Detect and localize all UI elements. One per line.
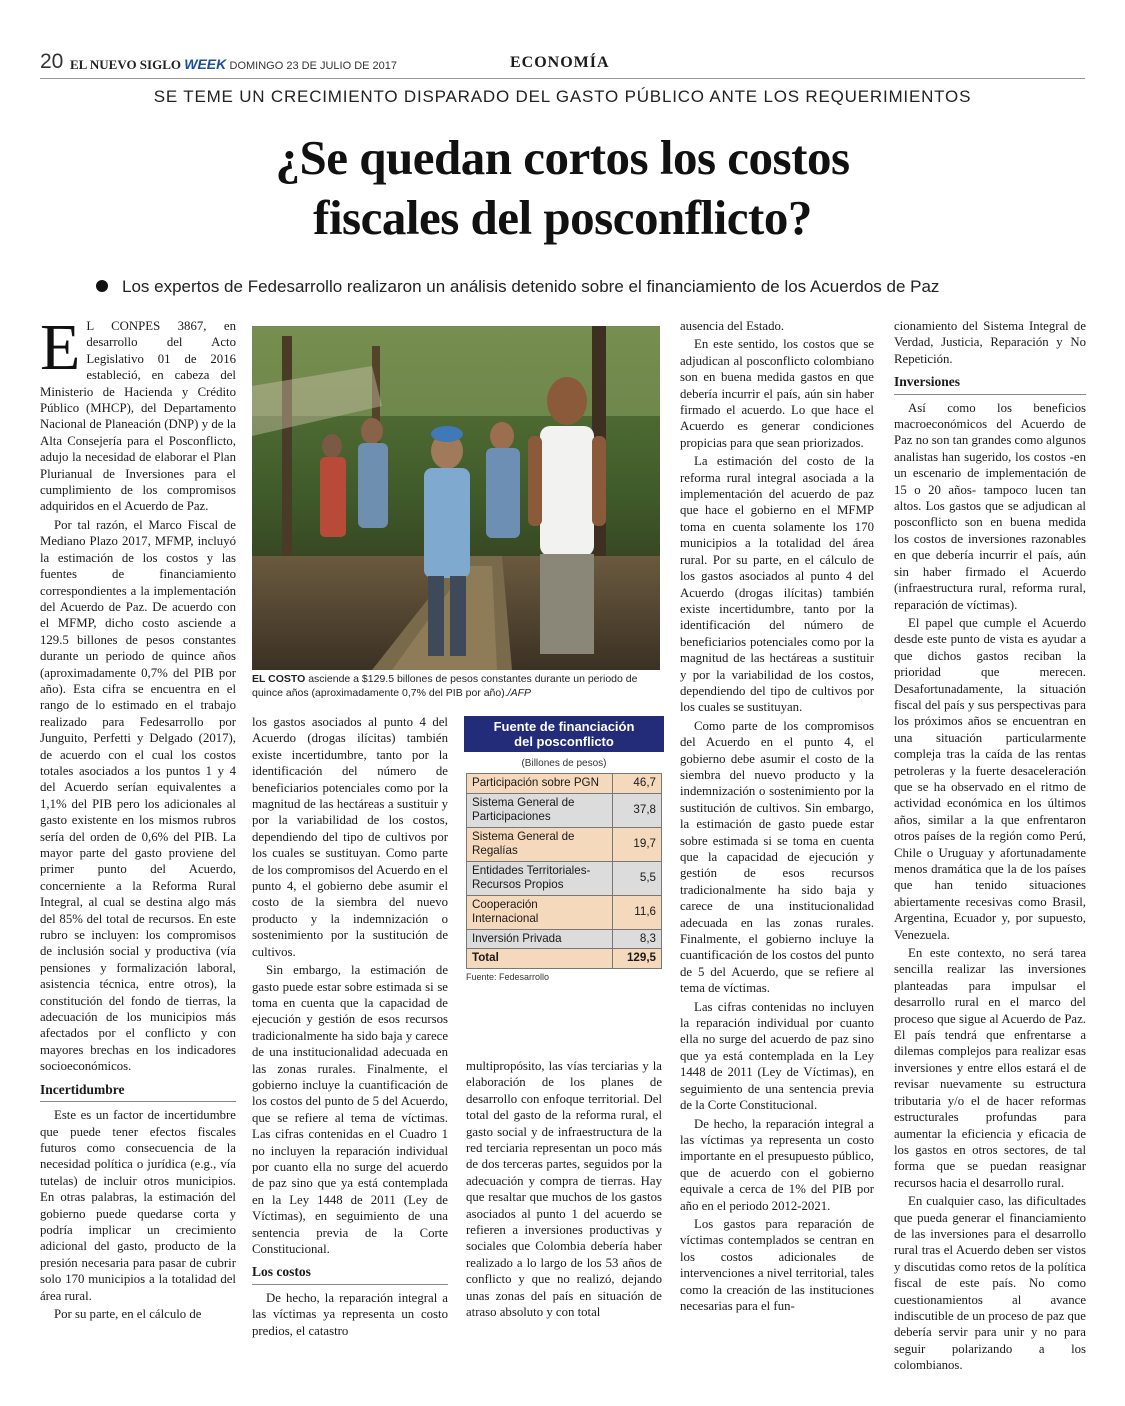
column-1 [40,311,236,1378]
column-3 [466,1058,662,1383]
paragraph: ausencia del Estado. [680,319,785,333]
paragraph [40,311,236,515]
kicker: SE TEME UN CRECIMIENTO DISPARADO DEL GASTO PÚBLICO ANTE LOS REQUERIMIENTOS [153,87,972,106]
table-row [467,895,662,929]
article-photo [252,326,660,670]
column-4 [680,318,874,1383]
headline-line-1: ¿Se quedan cortos los costos [275,130,850,185]
issue-date: DOMINGO 23 DE JULIO DE 2017 [229,60,397,72]
photo-caption [252,673,664,700]
deck [96,277,939,297]
row-label: Participación sobre PGN [467,774,613,794]
paragraph: Sin embargo, la estimación de gasto puede estar sobre estimada si se toma en cuenta que la capacidad de ejecución y gestión de esos recursos tradicionalmente ha sido baja y carece de una institucionalidad adecuada en las zonas rurales. Finalmente, el gobierno incluye la cuantificación de los costos del punto de 5 del Acuerdo, que se refiere al tema de víctimas. Las cifras contenidas en el Cuadro 1 no incluyen la reparación individual por cuanto ella no surge del acuerdo de paz sino que ya está contemplada en la Ley 1448 de 2011 (Ley de Víctimas), en seguimiento de una sentencia previa de la Corte Constitucional. [252,963,448,1256]
caption-lead: EL COSTO [252,673,306,685]
paragraph: cionamiento del Sistema Integral de Verdad, Justicia, Reparación y No Repetición. [894,319,1086,366]
paragraph: Por tal razón, el Marco Fiscal de Mediano Plazo 2017, MFMP, incluyó la estimación de los costos y las fuentes de financiamiento correspondientes a la implementación del Acuerdo de Paz. De acuerdo con el MFMP, dicho costo asciende a 129.5 billones de pesos constantes durante un periodo de quince años (aproximadamente 0,7% del PIB por año). Esta cifra se encuentra en el rango de lo estimado en el trabajo realizado para Fedesarrollo por Junguito, Perfetti y Delgado (2017), de acuerdo con el cual los costos totales asociados a los puntos 1 y 4 del Acuerdo serían equivalentes a 1,1% del PIB pero los adicionales al gasto existente en los mismos rubros sería del orden de 0,6% del PIB. La mayor parte del gasto proviene del primer punto del Acuerdo, concerniente a la Reforma Rural Integral, al cual se destina algo más del 85% del total de recursos. En este rubro se incluyen: los compromisos de inclusión social y productiva (vía pensiones y formalización laboral, asistencia técnica, entre otros), la constitución del fondo de tierras, la adecuación de los municipios más afectados por el conflicto y con mayores brechas en los indicadores socioeconómicos. [40,517,236,1074]
paragraph: La estimación del costo de la reforma rural integral asociada a la implementación del acuerdo de paz que hace el gobierno en el MFMP toma en cuenta solamente los 170 municipios a la totalidad del área rural. Por su parte, en el cálculo de los gastos asociados al punto 4 del Acuerdo (drogas ilícitas) también existe incertidumbre, tanto por la identificación del número de beneficiarios potenciales como por la magnitud de las hectáreas a sustituir y por la variabilidad de los costos, dependiendo del tipo de cultivos por los cuales se sustituyan. [680,454,874,715]
table-row [467,793,662,827]
deck-text: Los expertos de Fedesarrollo realizaron un análisis detenido sobre el financiamiento de los Acuerdos de Paz [122,277,940,296]
financing-table-box [464,716,664,982]
total-value: 129,5 [613,949,662,969]
row-value: 5,5 [613,861,662,895]
row-value: 37,8 [613,793,662,827]
bullet-icon [96,280,108,292]
week-label: WEEK [184,56,227,72]
paragraph: los gastos asociados al punto 4 del Acuerdo (drogas ilícitas) también existe incertidumbre, tanto por la identificación del número de beneficiarios potenciales como por la magnitud de las hectáreas a sustituir y por la variabilidad de los costos, dependiendo del tipo de cultivos por los cuales se sustituyan. Como parte de los compromisos del Acuerdo en el punto 4, el gobierno debe asumir el costo de la siembra del nuevo producto y la indemnización o sostenimiento por la sustitución de cultivos. [252,715,448,959]
photo-credit: /AFP [507,686,531,699]
table-title-line-1: Fuente de financiación [493,719,635,734]
table-unit: (Billones de pesos) [521,758,607,769]
table-row [467,929,662,949]
row-label: Entidades Territoriales-Recursos Propios [467,861,613,895]
paragraph: En este sentido, los costos que se adjudican al posconflicto colombiano son en buena medida gastos en que debería incurrir el país, aún sin haber firmado el acuerdo. Lo que hace el Acuerdo es generar condiciones propicias para que sean priorizados. [680,337,874,450]
paragraph: El papel que cumple el Acuerdo desde este punto de vista es ayudar a que dichos gastos reciban la prioridad que merecen. Desafortunadamente, la situación fiscal del país y sus perspectivas para los próximos años se encuentran en una situación particularmente compleja tras la caída de las rentas petroleras y la fuerte desaceleración que se ha observado en el ritmo de actividad económica en los últimos años, similar a la que enfrentaron otros países de la región como Perú, Chile o Uruguay y afortunadamente menos dramática que la de los países que han tenido situaciones abiertamente recesivas como Brasil, Argentina, Ecuador y, por supuesto, Venezuela. [894,615,1086,942]
row-value: 46,7 [613,774,662,794]
row-label: Inversión Privada [467,929,613,949]
subheading-los-costos: Los costos [252,1264,448,1284]
table-row [467,827,662,861]
caption-text: asciende a $129.5 billones de pesos constantes durante un periodo de quince años (aproximadamente 0,7% del PIB por año). [252,673,638,699]
paragraph: En este contexto, no será tarea sencilla realizar las inversiones planteadas para impulsar el desarrollo rural en el marco del proceso que sigue al Acuerdo de Paz. El país tendrá que enfrentarse a dilemas complejos para realizar esas inversiones y entre ellos estará el de revisar nuevamente su estructura tributaria y/o el de hacer reformas estructurales profundas para aumentar la eficiencia y eficacia de los gastos en otros sectores, de tal forma que se puedan reasignar recursos hacia el desarrollo rural. [894,946,1086,1190]
row-value: 19,7 [613,827,662,861]
row-label: Sistema General de Regalías [467,827,613,861]
financing-table [466,773,662,969]
row-value: 11,6 [613,895,662,929]
paragraph: Las cifras contenidas no incluyen la reparación individual por cuanto ella no surge del acuerdo de paz sino que ya está contemplada en la Ley 1448 de 2011 (Ley de Víctimas), en seguimiento de una sentencia previa de la Corte Constitucional. [680,999,874,1113]
paragraph: Los gastos para reparación de víctimas contemplados se centran en los costos adicionales de intervenciones a nivel territorial, tales como la creación de las instituciones necesarias para el fun- [680,1216,874,1313]
table-title-line-2: del posconflicto [514,734,614,749]
drop-cap: E [40,311,81,384]
headline [60,128,1065,248]
paragraph: Así como los beneficios macroeconómicos del Acuerdo de Paz no son tan grandes como algunos analistas han sugerido, los costos -en un escenario de implementación de 15 o 20 años- tampoco lucen tan altos. Los gastos que se adjudican al posconflicto son en buena medida los costos de inversiones razonables en que debería incurrir el país, aún sin haber firmado el Acuerdo (infraestructura rural, reforma rural, reparación de víctimas). [894,400,1086,612]
table-source: Fuente: Fedesarrollo [466,971,550,982]
row-label: Cooperación Internacional [467,895,613,929]
newspaper-name: EL NUEVO SIGLO [70,57,181,72]
column-5 [894,318,1086,1383]
masthead [70,56,397,73]
photo-illustration [252,326,660,670]
page-header [40,48,1085,79]
paragraph-text: L CONPES 3867, en desarrollo del Acto Legislativo 01 de 2016 estableció, en cabeza del Ministerio de Hacienda y Crédito Público (MHCP), del Departamento Nacional de Planeación (DNP) y de la Alta Consejería para el Posconflicto, adujo la necesidad de elaborar el Plan Plurianual de Inversiones para el cumplimiento de los compromisos adquiridos en el Acuerdo de Paz. [40,319,236,514]
paragraph: De hecho, la reparación integral a las víctimas ya representa un costo predios, el catastro [252,1290,448,1338]
total-label: Total [467,949,613,969]
page-number: 20 [40,50,64,73]
table-title [464,716,664,752]
paragraph: multipropósito, las vías terciarias y la elaboración de los planes de desarrollo con enfoque territorial. Del total del gasto de la reforma rural, el gasto social y de infraestructura de la red terciaria representan un poco más de dos terceras partes, seguidos por la adecuación y compra de tierras. Hay que resaltar que muchos de los gastos asociados al punto 1 del acuerdo se refieren a inversiones productivas y sociales que Colombia debería haber realizado a lo largo de los 53 años de conflicto y que no realizó, dejando unas zonas del país en situación de atraso absoluto y con total [466,1059,662,1320]
paragraph: Este es un factor de incertidumbre que puede tener efectos fiscales futuros como consecuencia de la necesidad política o jurídica (e.g., vía tutelas) de incluir otros municipios. En otras palabras, la estimación del gobierno puede quedarse corta y podría implicar un crecimiento adicional del gasto, producto de la presión necesaria para pasar de cubrir solo 170 municipios a la totalidad del área rural. [40,1108,236,1303]
column-2 [252,714,448,1384]
paragraph: De hecho, la reparación integral a las víctimas ya representa un costo importante en el presupuesto público, que de acuerdo con el gobierno equivale a cerca de 1% del PIB por año en el periodo 2012-2021. [680,1116,874,1213]
paragraph: En cualquier caso, las dificultades que pueda generar el financiamiento de las inversiones para el desarrollo rural tras el Acuerdo deben ser vistos y discutidas como retos de la política fiscal de este país. No como cuestionamientos al avance indiscutible de un proceso de paz que debería servir para unir y no para seguir polarizando a los colombianos. [894,1194,1086,1373]
subheading-inversiones: Inversiones [894,374,1086,394]
paragraph: Por su parte, en el cálculo de [54,1306,202,1321]
table-row [467,861,662,895]
paragraph: Como parte de los compromisos del Acuerdo en el punto 4, el gobierno debe asumir el costo de la siembra del nuevo producto y la indemnización o sostenimiento por la sustitución de cultivos. Sin embargo, la estimación de gasto puede estar sobre estimada si se toma en cuenta que la capacidad de ejecución y gestión de esos recursos tradicionalmente ha sido baja y carece de una institucionalidad adecuada en las zonas rurales. Finalmente, el gobierno incluye la cuantificación de los costos del punto de 5 del Acuerdo, que se refiere al tema de víctimas. [680,718,874,996]
section-label: ECONOMÍA [510,54,610,71]
subheading-incertidumbre: Incertidumbre [40,1082,236,1102]
row-label: Sistema General de Participaciones [467,793,613,827]
table-row [467,774,662,794]
row-value: 8,3 [613,929,662,949]
headline-line-2: fiscales del posconflicto? [313,190,812,245]
table-total-row [467,949,662,969]
